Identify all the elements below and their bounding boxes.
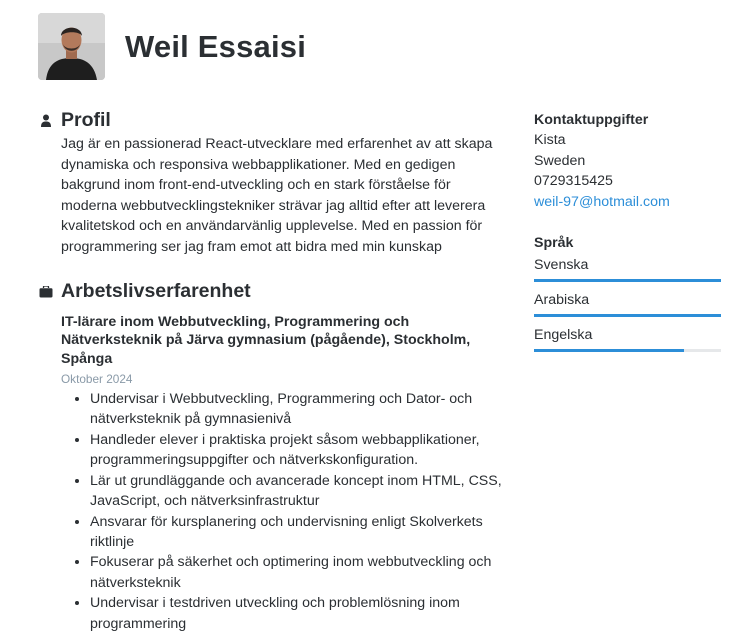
contact-city: Kista [534, 132, 566, 148]
list-item: • Undervisar i testdriven utveckling och problemlösning inom programmering [90, 593, 510, 634]
profile-section [38, 108, 508, 258]
profile-title: Profil [61, 108, 111, 131]
language-level-fill [534, 349, 684, 352]
profile-heading [38, 108, 508, 132]
resume-header [38, 13, 306, 80]
language-level-fill [534, 314, 721, 317]
language-level-fill [534, 279, 721, 282]
contact-title: Kontaktuppgifter [534, 112, 649, 128]
profile-photo [38, 13, 105, 80]
briefcase-icon [38, 284, 54, 300]
list-item: • Fokuserar på säkerhet och optimering inom webbutveckling och nätverksteknik [90, 552, 510, 593]
language-level-bar [534, 279, 721, 282]
job-title: IT-lärare inom Webbutveckling, Programmering och Nätverksteknik på Järva gymnasium (pågående), Stockholm, Spånga [61, 313, 471, 367]
list-item: • Ansvarar för kursplanering och undervisning enligt Skolverkets riktlinje [90, 512, 510, 553]
contact-email-link[interactable]: weil-97@hotmail.com [534, 193, 670, 210]
language-level-bar [534, 314, 721, 317]
work-section [38, 280, 508, 634]
language-item [534, 290, 724, 317]
language-name: Svenska [534, 257, 589, 273]
list-item: • Handleder elever i praktiska projekt såsom webbapplikationer, programmeringsuppgifter och nätverkskonfiguration. [90, 430, 510, 471]
language-name: Arabiska [534, 292, 590, 308]
profile-summary: Jag är en passionerad React-utvecklare med erfarenhet av att skapa dynamiska och responsiva webbapplikationer. Med en gedigen bakgrund inom front-end-utveckling och en stark förståelse för moderna webbutvecklingstekniker strävar jag alltid efter att leverera kvalitetskod och en användarvänlig upplevelse. Med en passion för programmering ser jag fram emot att bidra med min kunskap [61, 136, 493, 255]
contact-phone[interactable]: 0729315425 [534, 173, 613, 189]
person-icon [38, 112, 54, 128]
language-level-bar [534, 349, 721, 352]
list-item: • Undervisar i Webbutveckling, Programmering och Dator- och nätverksteknik på gymnasienivå [90, 389, 510, 430]
language-item [534, 325, 724, 352]
work-title: Arbetslivserfarenhet [61, 280, 251, 303]
contact-section [534, 110, 724, 212]
languages-section [534, 233, 724, 352]
candidate-name: Weil Essaisi [125, 28, 307, 64]
work-heading [38, 280, 508, 304]
language-item [534, 255, 724, 282]
language-name: Engelska [534, 327, 593, 343]
job-bullets [38, 389, 510, 634]
job-date: Oktober 2024 [61, 372, 133, 387]
list-item: • Lär ut grundläggande och avancerade koncept inom HTML, CSS, JavaScript, och nätverksinfrastruktur [90, 471, 510, 512]
main-column [38, 108, 508, 634]
sidebar [534, 110, 724, 360]
languages-title: Språk [534, 235, 574, 251]
contact-country: Sweden [534, 152, 586, 169]
